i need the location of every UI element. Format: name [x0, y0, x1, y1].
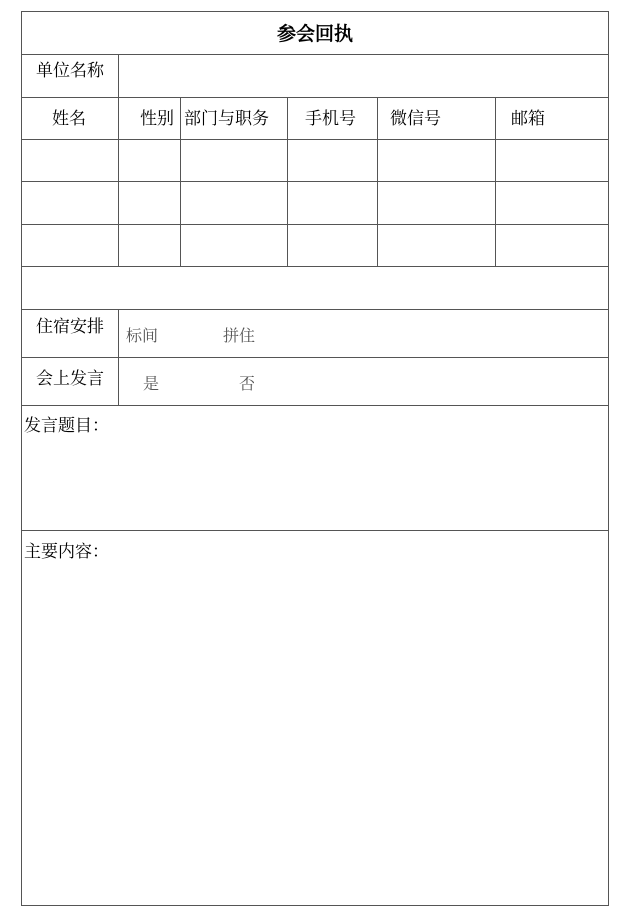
- form-title: 参会回执: [276, 23, 353, 45]
- row-divider: [22, 309, 608, 310]
- column-header-name: 姓名: [52, 109, 86, 129]
- row-divider: [22, 266, 608, 267]
- row-divider: [22, 54, 608, 55]
- row-divider: [22, 139, 608, 140]
- row-divider: [22, 405, 608, 406]
- speech-label: 会上发言: [36, 369, 104, 389]
- main-content-label: 主要内容：: [24, 542, 109, 562]
- speech-option-no: 否: [239, 374, 256, 393]
- row-divider: [22, 530, 608, 531]
- row-divider: [22, 97, 608, 98]
- row-divider: [22, 181, 608, 182]
- accommodation-option-shared-room: 拼住: [223, 326, 256, 345]
- column-header-wechat: 微信号: [390, 109, 441, 129]
- column-header-gender: 性别: [140, 109, 174, 129]
- column-header-department-position: 部门与职务: [184, 109, 269, 129]
- label-column-divider: [118, 54, 119, 97]
- column-header-phone: 手机号: [305, 109, 356, 129]
- label-column-divider: [118, 309, 119, 405]
- column-divider: [495, 97, 496, 266]
- accommodation-label: 住宿安排: [36, 317, 104, 337]
- accommodation-option-standard-room: 标间: [126, 326, 159, 345]
- row-divider: [22, 357, 608, 358]
- unit-name-label: 单位名称: [36, 61, 104, 81]
- column-divider: [118, 97, 119, 266]
- column-divider: [377, 97, 378, 266]
- row-divider: [22, 224, 608, 225]
- speech-option-yes: 是: [143, 374, 160, 393]
- column-header-email: 邮箱: [511, 109, 545, 129]
- reply-form: [21, 11, 609, 906]
- column-divider: [180, 97, 181, 266]
- speech-topic-label: 发言题目：: [24, 416, 109, 436]
- column-divider: [287, 97, 288, 266]
